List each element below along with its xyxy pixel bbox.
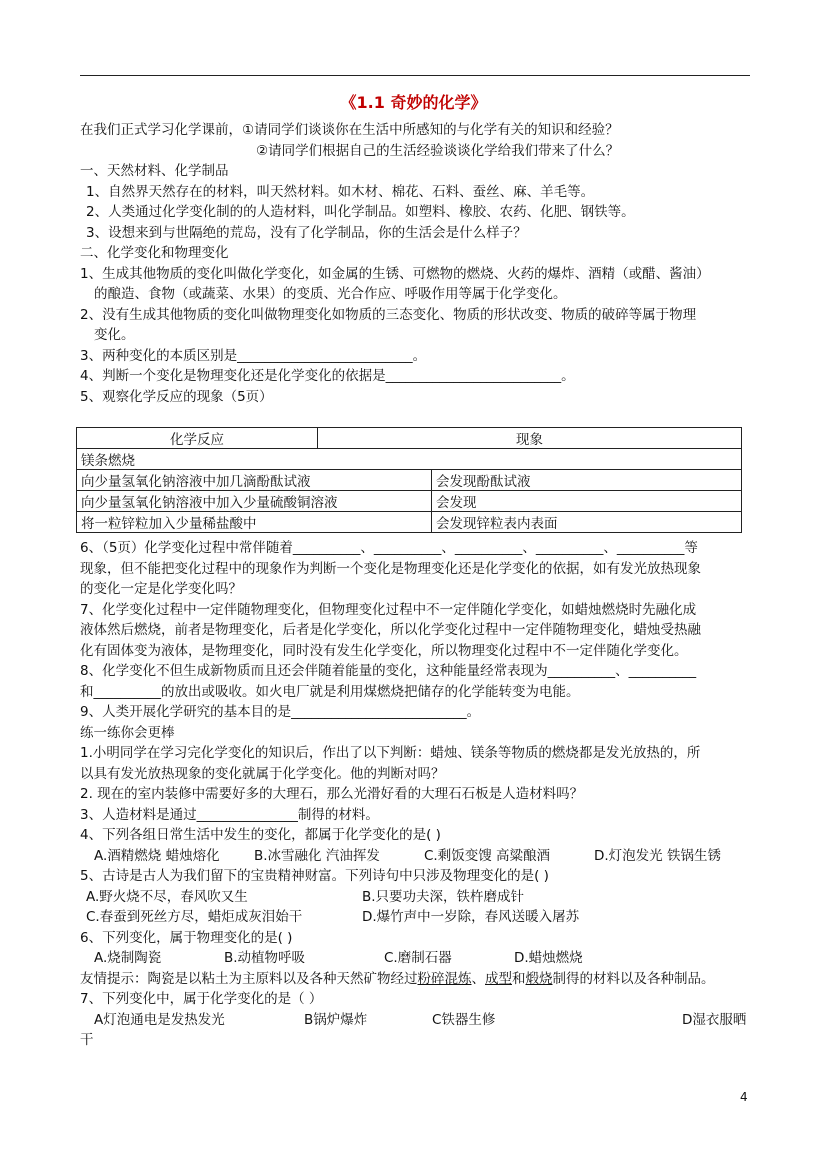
after-table	[80, 538, 750, 1051]
item-6c: 的变化一定是化学变化吗？	[80, 581, 242, 597]
table-cell: 向少量氢氧化钠溶液中加入少量硫酸铜溶液	[77, 491, 432, 512]
page-title: 《1.1 奇妙的化学》	[340, 93, 487, 112]
item-7a: 7、化学变化过程中一定伴随物理变化，但物理变化过程中不一定伴随化学变化，如蜡烛燃烧时先融化成	[80, 601, 697, 618]
item-6b: 现象，但不能把变化过程中的现象作为判断一个变化是物理变化还是化学变化的依据，如有发光放热现象	[80, 560, 701, 577]
practice-heading: 练一练你会更棒	[80, 724, 175, 741]
item-7c: 化有固体变为液体，是物理变化，同时没有发生化学变化，所以物理变化过程中不一定伴随化学变化。	[80, 642, 688, 659]
table-row	[77, 470, 742, 491]
tip-text: 、	[471, 970, 485, 987]
reaction-table	[76, 427, 742, 533]
section2-item-2a: 2、没有生成其他物质的变化叫做物理变化如物质的三态变化、物质的形状改变、物质的破碎等属于物理	[80, 306, 697, 323]
q5-option-b: B.只要功夫深，铁杵磨成针	[362, 888, 525, 905]
section1-item-2: 2、人类通过化学变化制的的人造材料，叫化学制品。如塑料、橡胶、农药、化肥、钢铁等。	[86, 204, 635, 220]
intro-line-2: ②请同学们根据自己的生活经验谈谈化学给我们带来了什么？	[256, 142, 620, 159]
table-header-phenomenon: 现象	[318, 428, 742, 449]
q4-option-d: D.灯泡发光 铁锅生锈	[594, 847, 721, 864]
item-9: 9、人类开展化学研究的基本目的是__________________________。	[80, 704, 481, 720]
section2-item-1b: 的酿造、食物（或蔬菜、水果）的变质、光合作应、呼吸作用等属于化学变化。	[94, 286, 567, 302]
q2: 2. 现在的室内装修中需要好多的大理石，那么光滑好看的大理石石板是人造材料吗？	[80, 786, 584, 802]
q4-option-c: C.剩饭变馊 高粱酿酒	[424, 847, 551, 864]
q6-options	[80, 948, 750, 969]
tip-underlined: 成型	[485, 970, 512, 987]
q6-option-c: C.磨制石器	[384, 950, 452, 966]
table-header-reaction: 化学反应	[77, 428, 318, 449]
page-number: 4	[740, 1090, 748, 1104]
q7-options	[80, 1010, 750, 1031]
table-header-row	[77, 428, 742, 449]
q4-option-a: A.酒精燃烧 蜡烛熔化	[94, 847, 220, 864]
q4-option-b: B.冰雪融化 汽油挥发	[254, 847, 380, 864]
table-cell: 会发现酚酞试液	[432, 470, 742, 491]
q4-stem: 4、下列各组日常生活中发生的变化，都属于化学变化的是( )	[80, 827, 441, 843]
section2-heading: 二、化学变化和物理变化	[80, 245, 229, 261]
q1-line-2: 以具有发光放热现象的变化就属于化学变化。他的判断对吗？	[80, 765, 445, 782]
intro-line-1: 在我们正式学习化学课前，①请同学们谈谈你在生活中所感知的与化学有关的知识和经验？	[80, 122, 619, 138]
q5-option-c: C.春蚕到死丝方尽，蜡炬成灰泪始干	[86, 909, 303, 925]
q7-stem: 7、下列变化中，属于化学变化的是（ ）	[80, 991, 323, 1007]
q6-option-a: A.烧制陶瓷	[94, 950, 162, 966]
table-cell: 镁条燃烧	[77, 449, 742, 470]
q6-option-d: D.蜡烛燃烧	[514, 950, 583, 966]
section2-item-2b: 变化。	[94, 327, 135, 343]
section2-item-3: 3、两种变化的本质区别是__________________________。	[80, 347, 427, 364]
tip-underlined: 煅烧	[525, 970, 553, 987]
item-8b: 和__________的放出或吸收。如火电厂就是利用煤燃烧把储存的化学能转变为电能。	[80, 683, 580, 700]
q1-line-1: 1.小明同学在学习完化学变化的知识后，作出了以下判断：蜡烛、镁条等物质的燃烧都是发光放热的，所	[80, 745, 701, 761]
q3: 3、人造材料是通过_______________制得的材料。	[80, 806, 379, 823]
section2-item-4: 4、判断一个变化是物理变化还是化学变化的依据是__________________________。	[80, 368, 575, 384]
tip-text: 友情提示：陶瓷是以粘土为主原料以及各种天然矿物经过	[80, 970, 418, 987]
item-8a: 8、化学变化不但生成新物质而且还会伴随着能量的变化，这种能量经常表现为__________、__________	[80, 663, 697, 679]
item-6a: 6、（5页）化学变化过程中常伴随着__________、__________、__________、__________、__________等	[80, 540, 698, 556]
tip-text: 制得的材料以及各种制品。	[552, 970, 715, 987]
q5-options-row1	[80, 887, 750, 908]
q6-option-b: B.动植物呼吸	[224, 950, 306, 966]
tip-text: 和	[512, 970, 526, 987]
section1-item-3: 3、设想来到与世隔绝的荒岛，没有了化学制品，你的生活会是什么样子？	[86, 224, 527, 241]
q7-wrap: 干	[80, 1032, 94, 1048]
section1-item-1: 1、自然界天然存在的材料，叫天然材料。如木材、棉花、石料、蚕丝、麻、羊毛等。	[86, 183, 595, 200]
q5-stem: 5、古诗是古人为我们留下的宝贵精神财富。下列诗句中只涉及物理变化的是( )	[80, 868, 549, 884]
table-cell: 将一粒锌粒加入少量稀盐酸中	[77, 512, 432, 533]
table-cell: 会发现	[432, 491, 742, 512]
section2-item-1a: 1、生成其他物质的变化叫做化学变化，如金属的生锈、可燃物的燃烧、火药的爆炸、酒精（或醋、酱油）	[80, 265, 710, 282]
q5-option-d: D.爆竹声中一岁除，春风送暖入屠苏	[362, 909, 580, 925]
table-row	[77, 491, 742, 512]
table-row	[77, 449, 742, 470]
q7-option-d: D湿衣服晒	[682, 1011, 747, 1028]
tip-underlined: 粉碎混炼	[417, 970, 472, 987]
q7-option-b: B锅炉爆炸	[304, 1011, 368, 1028]
table-row	[77, 512, 742, 533]
item-7b: 液体然后燃烧，前者是物理变化，后者是化学变化，所以化学变化过程中一定伴随物理变化，蜡烛受热融	[80, 622, 701, 638]
q7-option-c: C铁器生修	[432, 1011, 496, 1028]
table-cell: 向少量氢氧化钠溶液中加几滴酚酞试液	[77, 470, 432, 491]
tip	[80, 969, 750, 990]
q5-options-row2	[80, 907, 750, 928]
q6-stem: 6、下列变化，属于物理变化的是( )	[80, 929, 293, 946]
section1-heading: 一、天然材料、化学制品	[80, 163, 229, 179]
q7-option-a: A灯泡通电是发热发光	[94, 1011, 225, 1028]
intro	[80, 120, 750, 407]
table-cell: 会发现锌粒表内表面	[432, 512, 742, 533]
section2-item-5: 5、观察化学反应的现象（5页）	[80, 388, 273, 405]
header-rule	[80, 75, 750, 76]
q4-options	[80, 846, 750, 867]
q5-option-a: A.野火烧不尽，春风吹又生	[86, 888, 248, 905]
